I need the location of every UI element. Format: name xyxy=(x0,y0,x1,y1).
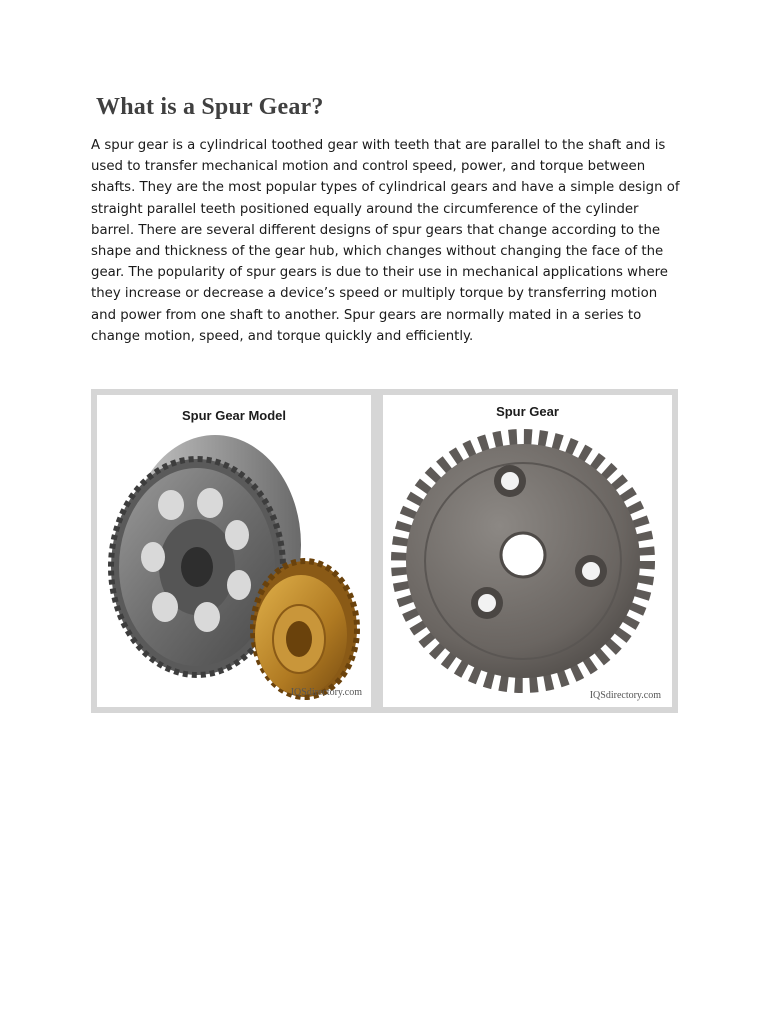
figure-watermark: IQSdirectory.com xyxy=(589,690,661,701)
big-gear-hole xyxy=(197,488,223,518)
big-gear-bore xyxy=(181,547,213,587)
article-paragraph: A spur gear is a cylindrical toothed gear with teeth that are parallel to the shaft and is used to transfer mechanical motion and control speed, power, and torque between shafts. They are the most popular types of cylindrical gears and have a simple design of straight parallel teeth positioned equally around the circumference of the cylinder barrel. There are several different designs of spur gears that change according to the shape and thickness of the gear hub, which changes without changing the face of the gear. The popularity of spur gears is due to their use in mechanical applications where they increase or decrease a device’s speed or multiply torque by transferring motion and power from one shaft to another. Spur gears are normally mated in a series to change motion, speed, and torque quickly and efficiently. xyxy=(91,138,680,344)
figure-caption-spur-gear-model: Spur Gear Model xyxy=(181,408,287,423)
gear-bolt-hole xyxy=(501,472,519,490)
figure-strip xyxy=(91,389,678,713)
gear-bolt-hole xyxy=(478,594,496,612)
spur-gear-illustration xyxy=(383,395,672,707)
spur-gear-figure xyxy=(383,395,672,707)
big-gear-hole xyxy=(227,570,251,600)
spur-gear-model-illustration xyxy=(97,395,371,707)
spur-gear-model-figure xyxy=(97,395,371,707)
figure-caption-spur-gear: Spur Gear xyxy=(496,404,559,419)
big-gear-hole xyxy=(141,542,165,572)
gear-bolt-hole xyxy=(582,562,600,580)
big-gear-hole xyxy=(194,602,220,632)
gear-center-bore xyxy=(501,533,545,577)
big-gear-hole xyxy=(225,520,249,550)
figure-watermark: IQSdirectory.com xyxy=(290,687,362,698)
page-title: What is a Spur Gear? xyxy=(96,94,324,120)
big-gear-hole xyxy=(152,592,178,622)
small-gear-bore xyxy=(286,621,312,657)
big-gear-hole xyxy=(158,490,184,520)
